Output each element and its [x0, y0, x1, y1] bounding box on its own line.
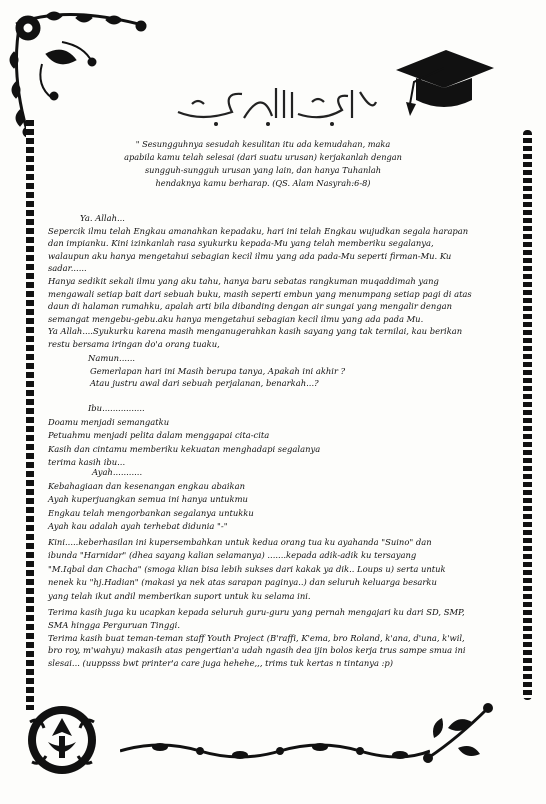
text-line: mengawali setiap bait dari sebuah buku, masih seperti embun yang menumpang setiap pagi di atas [48, 288, 472, 299]
dedication-paragraph [48, 536, 508, 603]
text-line: Atau justru awal dari sebuah perjalanan, benarkah...? [90, 378, 319, 389]
text-line: Hanya sedikit sekali ilmu yang aku tahu, hanya baru sebatas rangkuman muqaddimah yang [48, 275, 439, 286]
poem-heading: Ibu................ [88, 403, 145, 413]
poem-line: Doamu menjadi semangatku [48, 416, 170, 427]
text-line: yang telah ikut andil memberikan suport untuk ku selama ini. [48, 590, 311, 601]
text-line: Gemerlapan hari ini Masih berupa tanya, Apakah ini akhir ? [90, 365, 346, 376]
greeting-line: Ya. Allah... [80, 213, 125, 223]
poem-line: Engkau telah mengorbankan segalanya untukku [48, 507, 254, 518]
bismillah-calligraphy [172, 82, 382, 128]
text-line: dan impianku. Kini izinkanlah rasa syukurku kepada-Mu yang telah memberiku segalanya, [48, 238, 434, 249]
graduation-cap-icon [386, 40, 496, 120]
text-line: Terima kasih buat teman-teman staff Youth Project (B'raffi, K'ema, bro Roland, k'ana, d'una, k'wil, [48, 632, 465, 643]
intro-paragraph [48, 212, 508, 351]
thanks-paragraph [48, 606, 508, 670]
poem-line: Kasih dan cintamu memberiku kekuatan menghadapi segalanya [48, 443, 321, 454]
poem-line: terima kasih ibu... [48, 457, 126, 468]
text-line: daun di halaman rumahku, apalah arti bila dibanding dengan air sungai yang mengalir dengan [48, 301, 452, 312]
text-line: Terima kasih juga ku ucapkan kepada seluruh guru-guru yang pernah mengajari ku dari SD, SMP, [48, 607, 465, 617]
text-line: Kini.....keberhasilan ini kupersembahkan untuk kedua orang tua ku ayahanda "Suino" dan [48, 537, 432, 547]
quote-line: apabila kamu telah selesai (dari suatu urusan) kerjakanlah dengan [124, 152, 402, 162]
text-line: Namun...... [88, 353, 136, 363]
text-line: "M.Iqbal dan Chacha" (smoga klian bisa lebih sukses dari kakak ya dik.. Loups u) serta untuk [48, 563, 446, 574]
text-line: SMA hingga Perguruan Tinggi. [48, 619, 181, 630]
bottom-floral-border [120, 737, 430, 763]
poem-line: Ayah kau adalah ayah terhebat didunia "-" [48, 521, 228, 532]
left-border-ornament [26, 120, 34, 710]
text-line: sadar...... [48, 263, 87, 274]
quote-block [118, 138, 408, 190]
university-emblem [24, 702, 100, 778]
quote-line: hendaknya kamu berharap. (QS. Alam Nasyrah:6-8) [155, 178, 371, 188]
text-line: slesai... (uuppsss bwt printer'a care juga hehehe,,, trims tuk kertas n tintanya :p) [48, 658, 394, 669]
text-line: Sepercik ilmu telah Engkau amanahkan kepadaku, hari ini telah Engkau wujudkan segala harapan [48, 225, 469, 236]
namun-paragraph [48, 352, 508, 390]
poem-line: Kebahagiaan dan kesenangan engkau abaikan [48, 480, 246, 491]
text-line: nenek ku "hj.Hadian" (makasi ya nek atas sarapan paginya..) dan seluruh keluarga besarku [48, 577, 437, 588]
poem-heading: Ayah........... [92, 467, 143, 477]
ayah-poem [48, 466, 508, 534]
poem-line: Petuahmu menjadi pelita dalam menggapai cita-cita [48, 430, 270, 441]
text-line: ibunda "Harnidar" (dhea sayang kalian selamanya) .......kepada adik-adik ku tersayang [48, 550, 417, 561]
poem-line: Ayah kuperjuangkan semua ini hanya untukmu [48, 494, 248, 505]
right-border-ornament [523, 130, 532, 700]
floral-corner-ornament-bottom-right [418, 698, 498, 768]
text-line: Ya Allah....Syukurku karena masih menganugerahkan kasih sayang yang tak ternilai, kau berikan [48, 326, 463, 337]
quote-line: " Sesungguhnya sesudah kesulitan itu ada kemudahan, maka [135, 139, 391, 149]
text-line: walaupun aku hanya mengetahui sebagian kecil ilmu yang ada pada-Mu seperti firman-Mu. Ku [48, 250, 452, 261]
text-line: semangat mengebu-gebu.aku hanya mengetahui sebagian kecil ilmu yang ada pada Mu. [48, 313, 424, 324]
ibu-poem [48, 402, 508, 470]
quote-line: sungguh-sungguh urusan yang lain, dan hanya Tuhanlah [144, 165, 382, 175]
text-line: restu bersama iringan do'a orang tuaku, [48, 338, 220, 349]
text-line: bro roy, m'wahyu) makasih atas pengertian'a udah ngasih dea ijin bolos kerja trus sampe smua ini [48, 645, 466, 656]
